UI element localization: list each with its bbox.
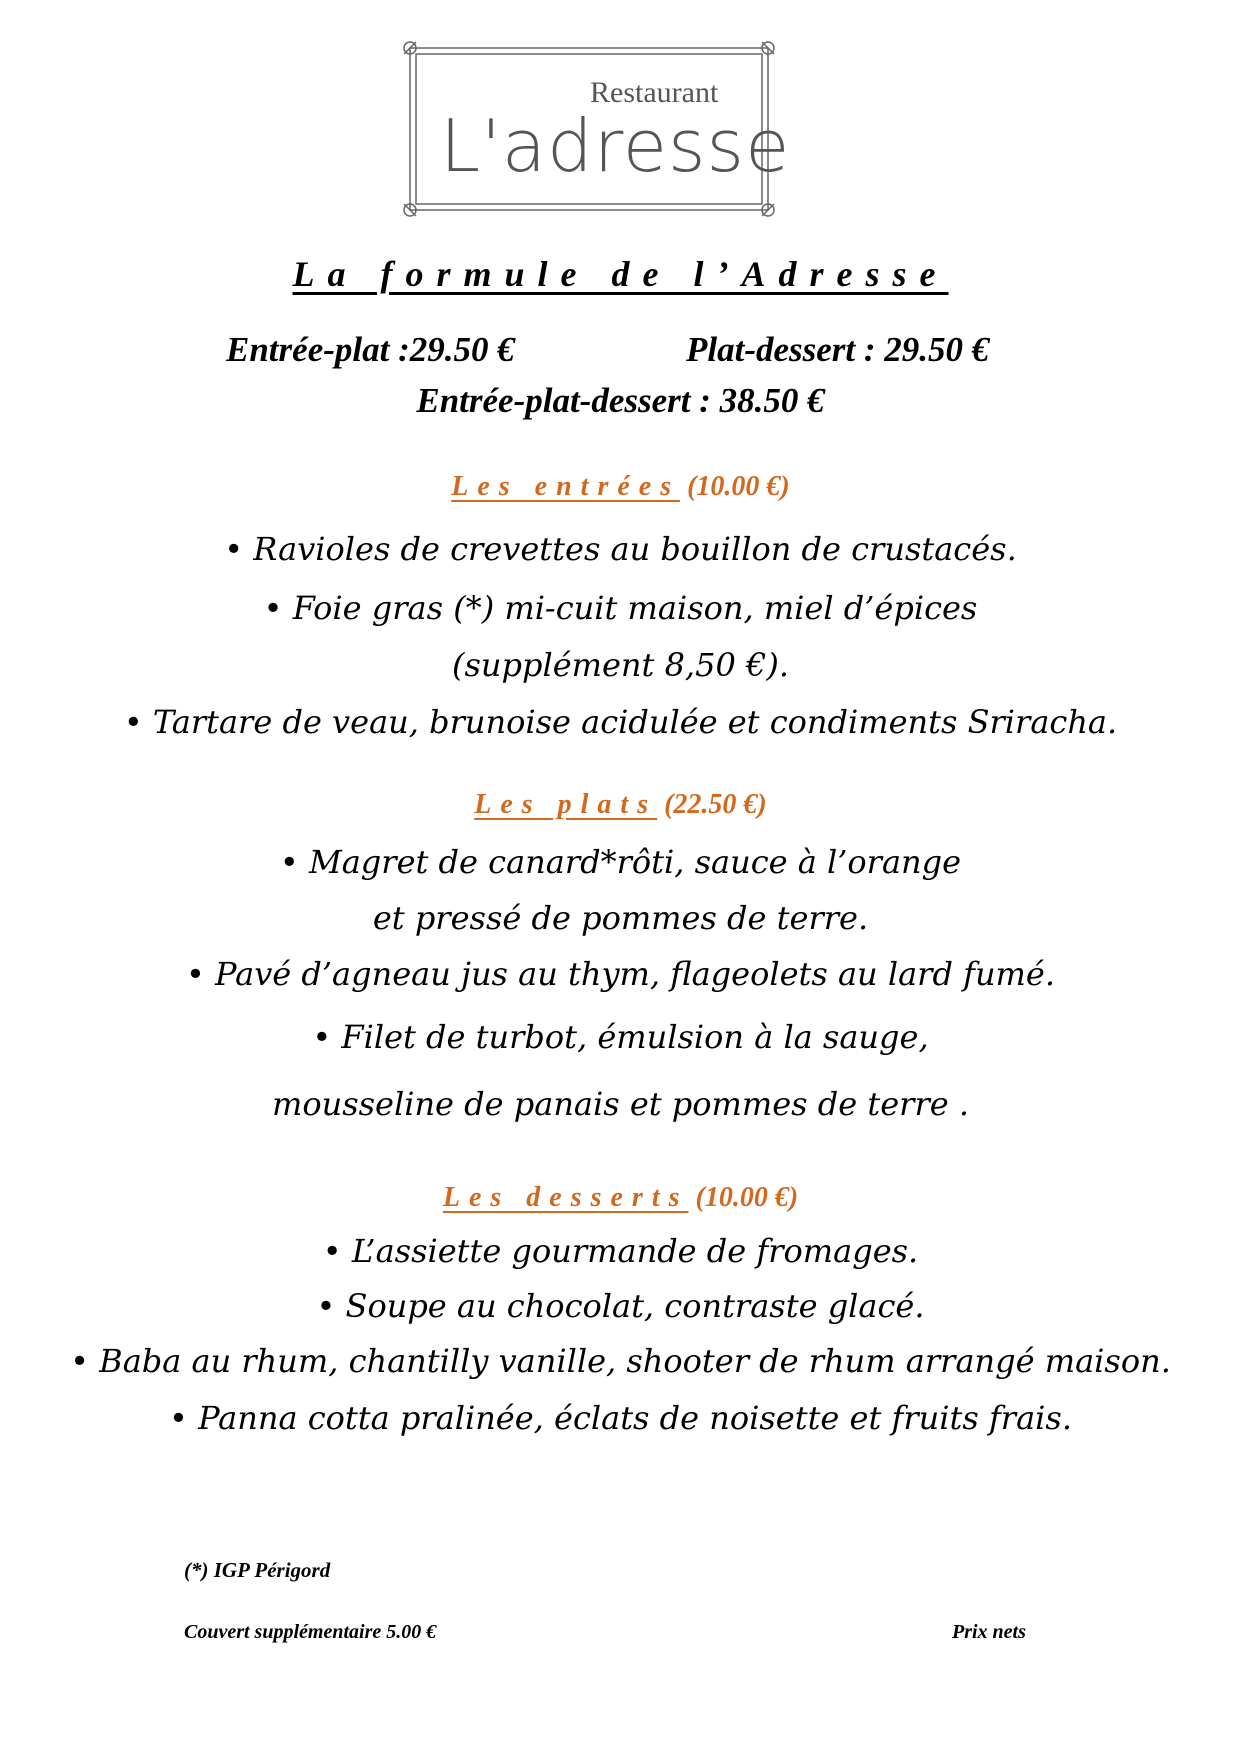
entree-item-2: • Foie gras (*) mi-cuit maison, miel d’épices [263, 589, 978, 627]
plat-item-1-cont: et pressé de pommes de terre. [372, 899, 869, 937]
entree-item-3: • Tartare de veau, brunoise acidulée et condiments Sriracha. [123, 703, 1118, 741]
footnote-igp: (*) IGP Périgord [184, 1558, 331, 1582]
formula-entree-plat-dessert: Entrée-plat-dessert : 38.50 € [416, 381, 825, 420]
section-price: (22.50 €) [664, 789, 767, 820]
dessert-item-3: • Baba au rhum, chantilly vanille, shooter de rhum arrangé maison. [70, 1342, 1171, 1380]
section-heading-entrees [0, 471, 1241, 503]
logo-name: L'adresse [440, 104, 791, 188]
restaurant-logo [402, 40, 791, 218]
plat-item-1: • Magret de canard*rôti, sauce à l’orange [279, 843, 962, 881]
dessert-item-4: • Panna cotta pralinée, éclats de noisette et fruits frais. [169, 1399, 1072, 1437]
formula-entree-plat: Entrée-plat :29.50 € [226, 330, 515, 369]
dessert-item-1: • L’assiette gourmande de fromages. [322, 1232, 919, 1270]
section-label: Les entrées [451, 471, 681, 502]
section-label: Les desserts [442, 1182, 689, 1213]
section-heading-desserts [0, 1182, 1241, 1214]
formula-plat-dessert: Plat-dessert : 29.50 € [686, 330, 990, 369]
section-heading-plats [0, 789, 1241, 821]
footer-prix-nets: Prix nets [952, 1621, 1026, 1643]
dessert-item-2: • Soupe au chocolat, contraste glacé. [316, 1287, 925, 1325]
section-price: (10.00 €) [687, 471, 790, 502]
section-price: (10.00 €) [695, 1182, 799, 1213]
entree-item-1: • Ravioles de crevettes au bouillon de crustacés. [224, 530, 1017, 568]
logo-restaurant-word: Restaurant [590, 76, 719, 109]
menu-title: La formule de l’Adresse [292, 254, 949, 294]
plat-item-2: • Pavé d’agneau jus au thym, flageolets au lard fumé. [185, 955, 1055, 993]
entree-item-2-supplement: (supplément 8,50 €). [451, 646, 789, 684]
section-label: Les plats [474, 789, 658, 820]
plat-item-3-cont: mousseline de panais et pommes de terre . [271, 1085, 970, 1123]
plat-item-3: • Filet de turbot, émulsion à la sauge, [312, 1018, 929, 1056]
footer-couvert: Couvert supplémentaire 5.00 € [184, 1621, 437, 1643]
